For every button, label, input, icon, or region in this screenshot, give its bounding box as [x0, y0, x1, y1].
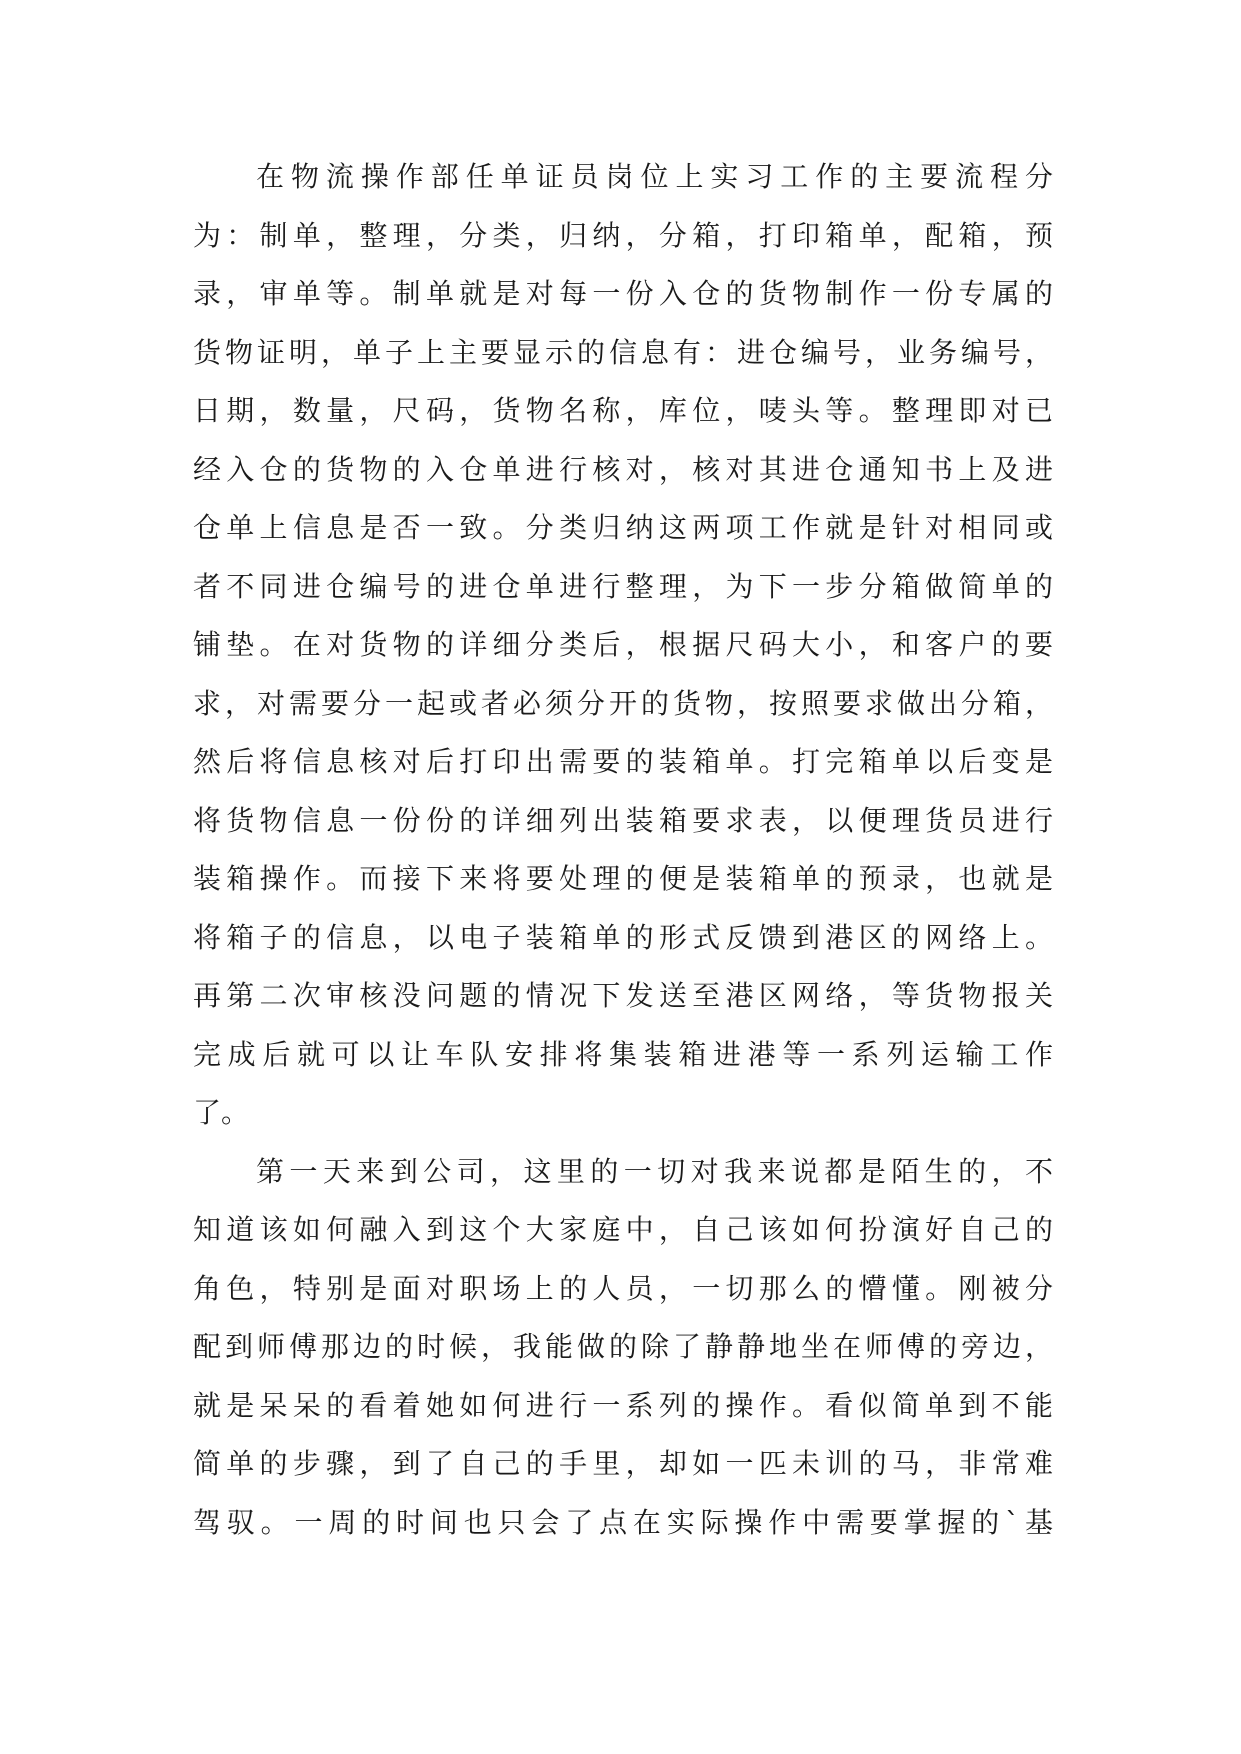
paragraph-line: 简单的步骤，到了自己的手里，却如一匹未训的马，非常难 — [193, 1447, 1053, 1480]
paragraph-line: 经入仓的货物的入仓单进行核对，核对其进仓通知书上及进 — [193, 452, 1053, 486]
paragraph-1 — [193, 158, 1053, 1153]
paragraph-line: 在物流操作部任单证员岗位上实习工作的主要流程分 — [256, 160, 1053, 193]
paragraph-line: 将货物信息一份份的详细列出装箱要求表，以便理货员进行 — [193, 803, 1053, 837]
paragraph-line: 将箱子的信息，以电子装箱单的形式反馈到港区的网络上。 — [193, 920, 1053, 954]
paragraph-line: 者不同进仓编号的进仓单进行整理，为下一步分箱做简单的 — [193, 569, 1053, 603]
paragraph-line: 了。 — [193, 1096, 250, 1129]
paragraph-line: 为：制单，整理，分类，归纳，分箱，打印箱单，配箱，预 — [193, 218, 1053, 252]
paragraph-line: 配到师傅那边的时候，我能做的除了静静地坐在师傅的旁边， — [193, 1330, 1053, 1363]
paragraph-line: 驾驭。一周的时间也只会了点在实际操作中需要掌握的`基 — [193, 1505, 1053, 1539]
paragraph-line: 铺垫。在对货物的详细分类后，根据尺码大小，和客户的要 — [193, 628, 1053, 661]
paragraph-line: 知道该如何融入到这个大家庭中，自己该如何扮演好自己的 — [193, 1213, 1053, 1246]
paragraph-line: 角色，特别是面对职场上的人员，一切那么的懵懂。刚被分 — [193, 1271, 1053, 1305]
paragraph-line: 再第二次审核没问题的情况下发送至港区网络，等货物报关 — [193, 979, 1053, 1012]
paragraph-line: 完成后就可以让车队安排将集装箱进港等一系列运输工作 — [193, 1037, 1053, 1071]
paragraph-line: 录，审单等。制单就是对每一份入仓的货物制作一份专属的 — [193, 277, 1053, 310]
paragraph-line: 第一天来到公司，这里的一切对我来说都是陌生的，不 — [256, 1154, 1053, 1188]
paragraph-line: 日期，数量，尺码，货物名称，库位，唛头等。整理即对已 — [193, 394, 1053, 427]
paragraph-line: 货物证明，单子上主要显示的信息有：进仓编号，业务编号， — [193, 335, 1053, 369]
paragraph-line: 仓单上信息是否一致。分类归纳这两项工作就是针对相同或 — [193, 511, 1053, 544]
body-text — [193, 158, 1053, 1562]
paragraph-line: 装箱操作。而接下来将要处理的便是装箱单的预录，也就是 — [193, 862, 1053, 895]
paragraph-line: 就是呆呆的看着她如何进行一系列的操作。看似简单到不能 — [193, 1388, 1053, 1422]
paragraph-line: 求，对需要分一起或者必须分开的货物，按照要求做出分箱， — [193, 686, 1053, 720]
paragraph-2 — [193, 1153, 1053, 1563]
paragraph-line: 然后将信息核对后打印出需要的装箱单。打完箱单以后变是 — [193, 745, 1053, 778]
